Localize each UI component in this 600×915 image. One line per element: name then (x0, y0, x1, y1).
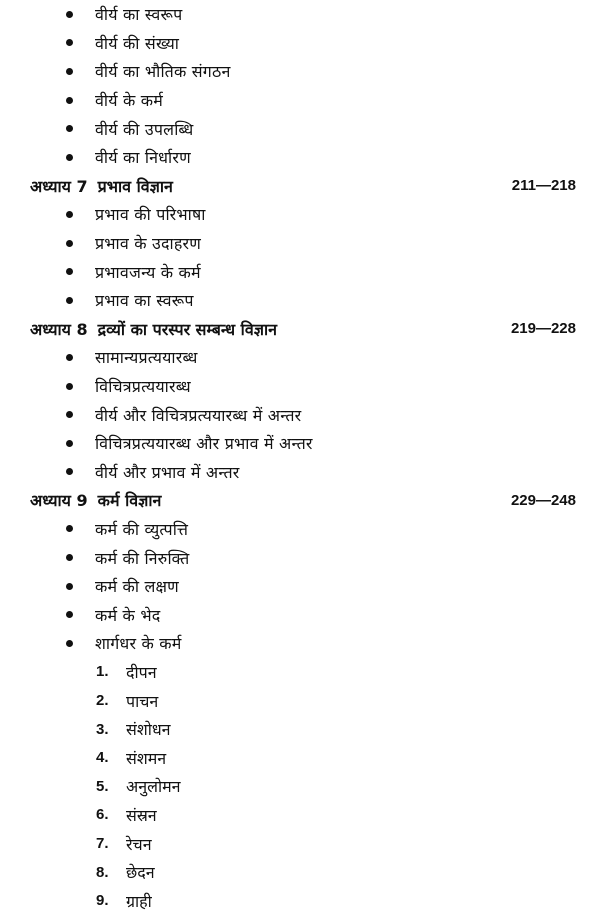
chapter-heading-9 (0, 486, 600, 515)
list-item (0, 543, 600, 572)
chapter-title: प्रभाव विज्ञान (97, 176, 173, 196)
list-item-text: वीर्य के कर्म (95, 91, 164, 111)
list-item (0, 0, 600, 29)
list-item-text: वीर्य की उपलब्धि (95, 119, 194, 139)
item-number: 9. (96, 892, 109, 910)
list-item (0, 400, 600, 429)
list-item-text: प्रभाव की परिभाषा (95, 205, 206, 225)
list-item-text: विचित्रप्रत्ययारब्ध और प्रभाव में अन्तर (95, 434, 313, 454)
numbered-item-text: संशोधन (126, 720, 171, 740)
bullet-icon (66, 583, 73, 590)
bullet-icon (66, 268, 73, 275)
numbered-item (0, 858, 600, 887)
chapter-pages: 219—228 (510, 320, 576, 338)
numbered-item-text: अनुलोमन (126, 777, 181, 797)
chapter-title: द्रव्यों का परस्पर सम्बन्ध विज्ञान (97, 319, 277, 339)
list-item (0, 572, 600, 601)
list-item (0, 458, 600, 487)
numbered-item (0, 801, 600, 830)
list-item (0, 29, 600, 58)
item-number: 7. (96, 835, 109, 853)
list-item-text: वीर्य और विचित्रप्रत्ययारब्ध में अन्तर (95, 405, 302, 425)
numbered-item (0, 829, 600, 858)
bullet-icon (66, 39, 73, 46)
list-item (0, 429, 600, 458)
bullet-icon (66, 154, 73, 161)
chapter-label: अध्याय 7 (30, 176, 88, 196)
bullet-icon (66, 554, 73, 561)
list-item-text: वीर्य का भौतिक संगठन (95, 62, 231, 82)
list-item (0, 114, 600, 143)
list-item-text: वीर्य और प्रभाव में अन्तर (95, 462, 240, 482)
numbered-item-text: पाचन (126, 691, 159, 711)
bullet-icon (66, 611, 73, 618)
numbered-item-text: संशमन (126, 748, 167, 768)
numbered-item-text: दीपन (126, 662, 157, 682)
bullet-icon (66, 97, 73, 104)
list-item-text: वीर्य की संख्या (95, 33, 180, 53)
list-item (0, 57, 600, 86)
bullet-icon (66, 68, 73, 75)
numbered-item (0, 743, 600, 772)
chapter-heading-7 (0, 172, 600, 201)
list-item (0, 515, 600, 544)
numbered-item (0, 772, 600, 801)
numbered-item (0, 886, 600, 915)
bullet-icon (66, 354, 73, 361)
list-item-text: सामान्यप्रत्ययारब्ध (95, 348, 198, 368)
bullet-icon (66, 11, 73, 18)
numbered-item (0, 715, 600, 744)
bullet-icon (66, 240, 73, 247)
bullet-icon (66, 125, 73, 132)
chapter-title: कर्म विज्ञान (97, 491, 162, 511)
chapter-pages: 229—248 (510, 491, 576, 509)
bullet-icon (66, 468, 73, 475)
chapter-heading-8 (0, 315, 600, 344)
chapter-label: अध्याय 9 (30, 491, 88, 511)
bullet-icon (66, 440, 73, 447)
numbered-item (0, 686, 600, 715)
item-number: 2. (96, 692, 109, 710)
list-item-text: प्रभाव के उदाहरण (95, 234, 202, 254)
chapter-pages: 211—218 (511, 177, 576, 195)
list-item-text: कर्म के भेद (95, 605, 161, 625)
numbered-item-text: संस्रन (126, 805, 157, 825)
list-item (0, 143, 600, 172)
item-number: 1. (96, 663, 109, 681)
list-item (0, 257, 600, 286)
list-item-text: वीर्य का निर्धारण (95, 148, 191, 168)
bullet-icon (66, 383, 73, 390)
item-number: 4. (96, 749, 109, 767)
numbered-item (0, 658, 600, 687)
list-item-text: प्रभावजन्य के कर्म (95, 262, 201, 282)
item-number: 6. (96, 806, 109, 824)
item-number: 5. (96, 777, 109, 795)
bullet-icon (66, 525, 73, 532)
list-item (0, 372, 600, 401)
numbered-item-text: रेचन (126, 834, 152, 854)
bullet-icon (66, 297, 73, 304)
item-number: 8. (96, 863, 109, 881)
list-item-text: कर्म की व्युत्पत्ति (95, 519, 189, 539)
list-item-text: शार्गधर के कर्म (95, 634, 182, 654)
list-item-text: कर्म की निरुक्ति (95, 548, 190, 568)
list-item-text: वीर्य का स्वरूप (95, 5, 183, 25)
list-item (0, 200, 600, 229)
numbered-item-text: छेदन (126, 863, 155, 883)
item-number: 3. (96, 720, 109, 738)
list-item (0, 286, 600, 315)
list-item-text: कर्म की लक्षण (95, 577, 179, 597)
numbered-item-text: ग्राही (126, 891, 152, 911)
bullet-icon (66, 211, 73, 218)
list-item-text: विचित्रप्रत्ययारब्ध (95, 377, 191, 397)
list-item-text: प्रभाव का स्वरूप (95, 291, 194, 311)
list-item (0, 229, 600, 258)
chapter-label: अध्याय 8 (30, 319, 88, 339)
list-item (0, 629, 600, 658)
list-item (0, 600, 600, 629)
list-item (0, 343, 600, 372)
list-item (0, 86, 600, 115)
bullet-icon (66, 640, 73, 647)
bullet-icon (66, 411, 73, 418)
